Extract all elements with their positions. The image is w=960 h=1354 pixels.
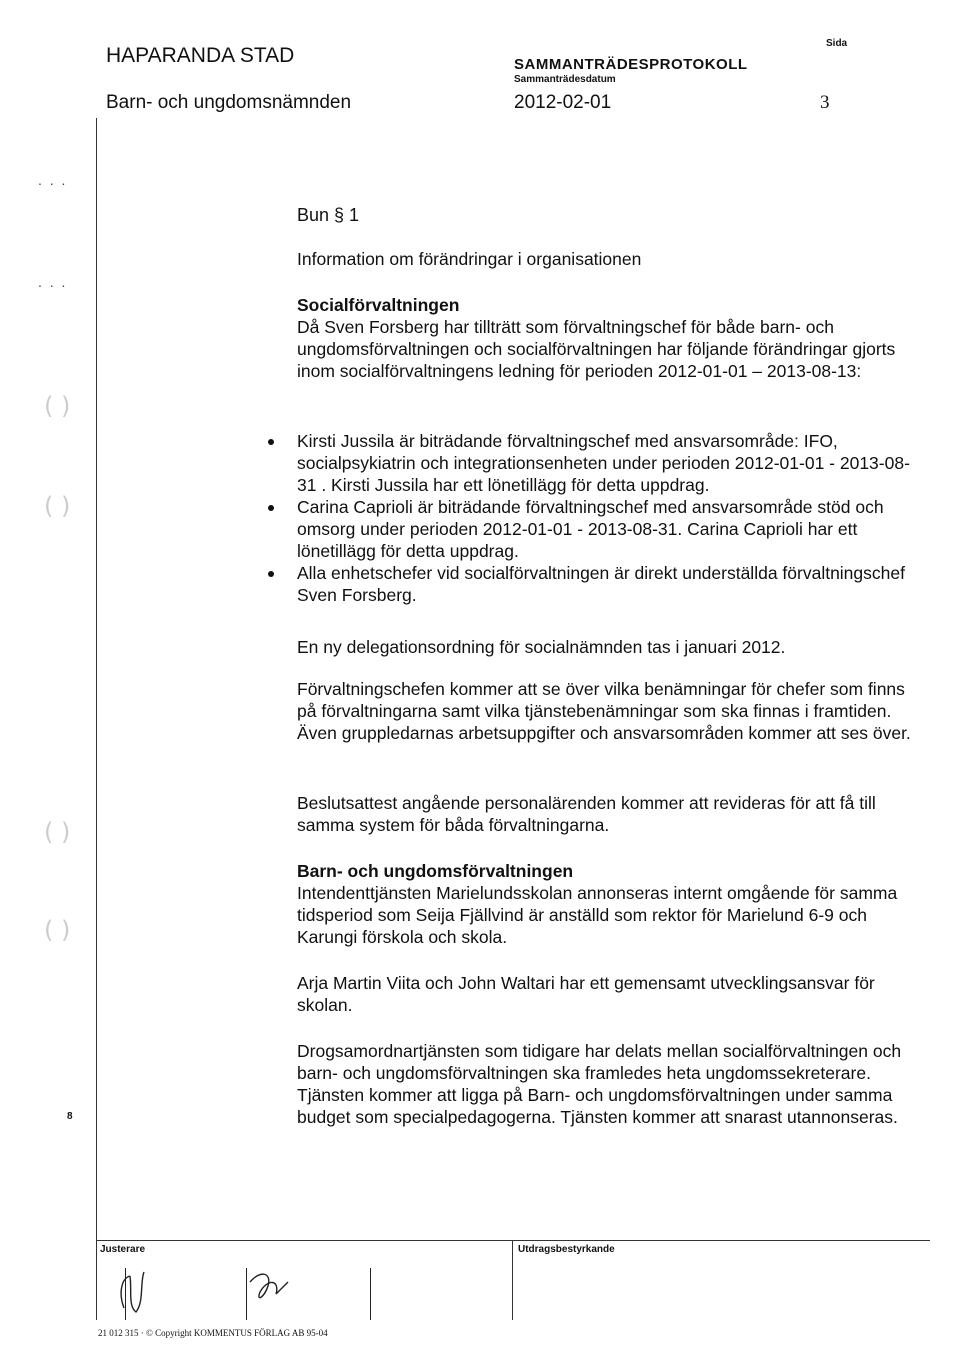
footer-rule-right (512, 1240, 930, 1241)
paragraph-delegation: En ny delegationsordning för socialnämnden tas i januari 2012. (297, 637, 786, 657)
copyright-notice: 21 012 315 · © Copyright KOMMENTUS FÖRLAG AB 95-04 (98, 1328, 328, 1338)
section-reference: Bun § 1 (297, 205, 360, 225)
bullet-icon (268, 439, 274, 445)
list-item: Kirsti Jussila är biträdande förvaltningschef med ansvarsområde: IFO, socialpsykiatrin och integrationsenheten under perioden 2012-01-01 - 2013-08-31 . Kirsti Jussila har ett lönetillägg för detta uppdrag. (297, 430, 927, 496)
bullet-icon (268, 571, 274, 577)
margin-dots-top: . . . (38, 172, 68, 188)
date-label: Sammanträdesdatum (514, 74, 616, 85)
meeting-date: 2012-02-01 (514, 92, 612, 113)
paragraph-intendent: Intendenttjänsten Marielundsskolan annonseras internt omgående för samma tidsperiod som Seija Fjällvind är anställd som rektor för Marielund 6-9 och Karungi förskola och skola. (297, 883, 898, 947)
paragraph-titles: Förvaltningschefen kommer att se över vilka benämningar för chefer som finns på förvaltningarna samt vilka tjänstebenämningar som ska finnas i framtiden. Även gruppledarnas arbetsuppgifter och ansvarsområden kommer att ses över. (297, 679, 911, 743)
heading-socialforvaltningen: Socialförvaltningen (297, 295, 460, 315)
signature-divider (246, 1268, 247, 1320)
paragraph-development: Arja Martin Viita och John Waltari har ett gemensamt utvecklingsansvar för skolan. (297, 973, 875, 1015)
department-name: Barn- och ungdomsnämnden (106, 92, 352, 113)
punch-hole-mark: ( ) (44, 492, 71, 520)
punch-hole-mark: ( ) (44, 916, 71, 944)
justerare-label: Justerare (100, 1244, 146, 1255)
footer-rule-left (96, 1240, 512, 1241)
heading-barn-och-ungdomsforvaltningen: Barn- och ungdomsförvaltningen (297, 861, 574, 881)
signature-initials (110, 1262, 370, 1324)
margin-rule (96, 118, 97, 1240)
footer-divider-left (96, 1240, 97, 1320)
page-number: 3 (820, 92, 830, 113)
margin-dots-mid: . . . (38, 274, 68, 290)
punch-hole-mark: ( ) (44, 392, 71, 420)
subject-line: Information om förändringar i organisationen (297, 249, 642, 269)
intro-paragraph: Då Sven Forsberg har tillträtt som förvaltningschef för både barn- och ungdomsförvaltningen och socialförvaltningen har följande förändringar gjorts inom socialförvaltningens ledning för perioden 2012-01-01 – 2013-08-13: (297, 317, 896, 381)
page-label: Sida (826, 38, 848, 49)
list-item: Alla enhetschefer vid socialförvaltningen är direkt underställda förvaltningschef Sven Forsberg. (297, 562, 927, 606)
signature-divider (370, 1268, 371, 1320)
organization-name: HAPARANDA STAD (106, 44, 295, 67)
bullet-list (297, 430, 927, 606)
utdrag-label: Utdragsbestyrkande (518, 1244, 615, 1255)
paragraph-attest: Beslutsattest angående personalärenden kommer att revideras för att få till samma system för båda förvaltningarna. (297, 793, 876, 835)
margin-item-number: 8 (67, 1111, 73, 1122)
document-type: SAMMANTRÄDESPROTOKOLL (514, 56, 748, 73)
paragraph-drug-coordinator: Drogsamordnartjänsten som tidigare har delats mellan socialförvaltningen och barn- och ungdomsförvaltningen ska framledes heta ungdomssekreterare. Tjänsten kommer att ligga på Barn- och ungdomsförvaltningen under samma budget som specialpedagogerna. Tjänsten kommer att snarast utannonseras. (297, 1041, 902, 1127)
bullet-icon (268, 505, 274, 511)
footer-divider-right (512, 1240, 513, 1320)
list-item: Carina Caprioli är biträdande förvaltningschef med ansvarsområde stöd och omsorg under perioden 2012-01-01 - 2013-08-31. Carina Caprioli har ett lönetillägg för detta uppdrag. (297, 496, 927, 562)
punch-hole-mark: ( ) (44, 818, 71, 846)
signature-divider (125, 1268, 126, 1320)
